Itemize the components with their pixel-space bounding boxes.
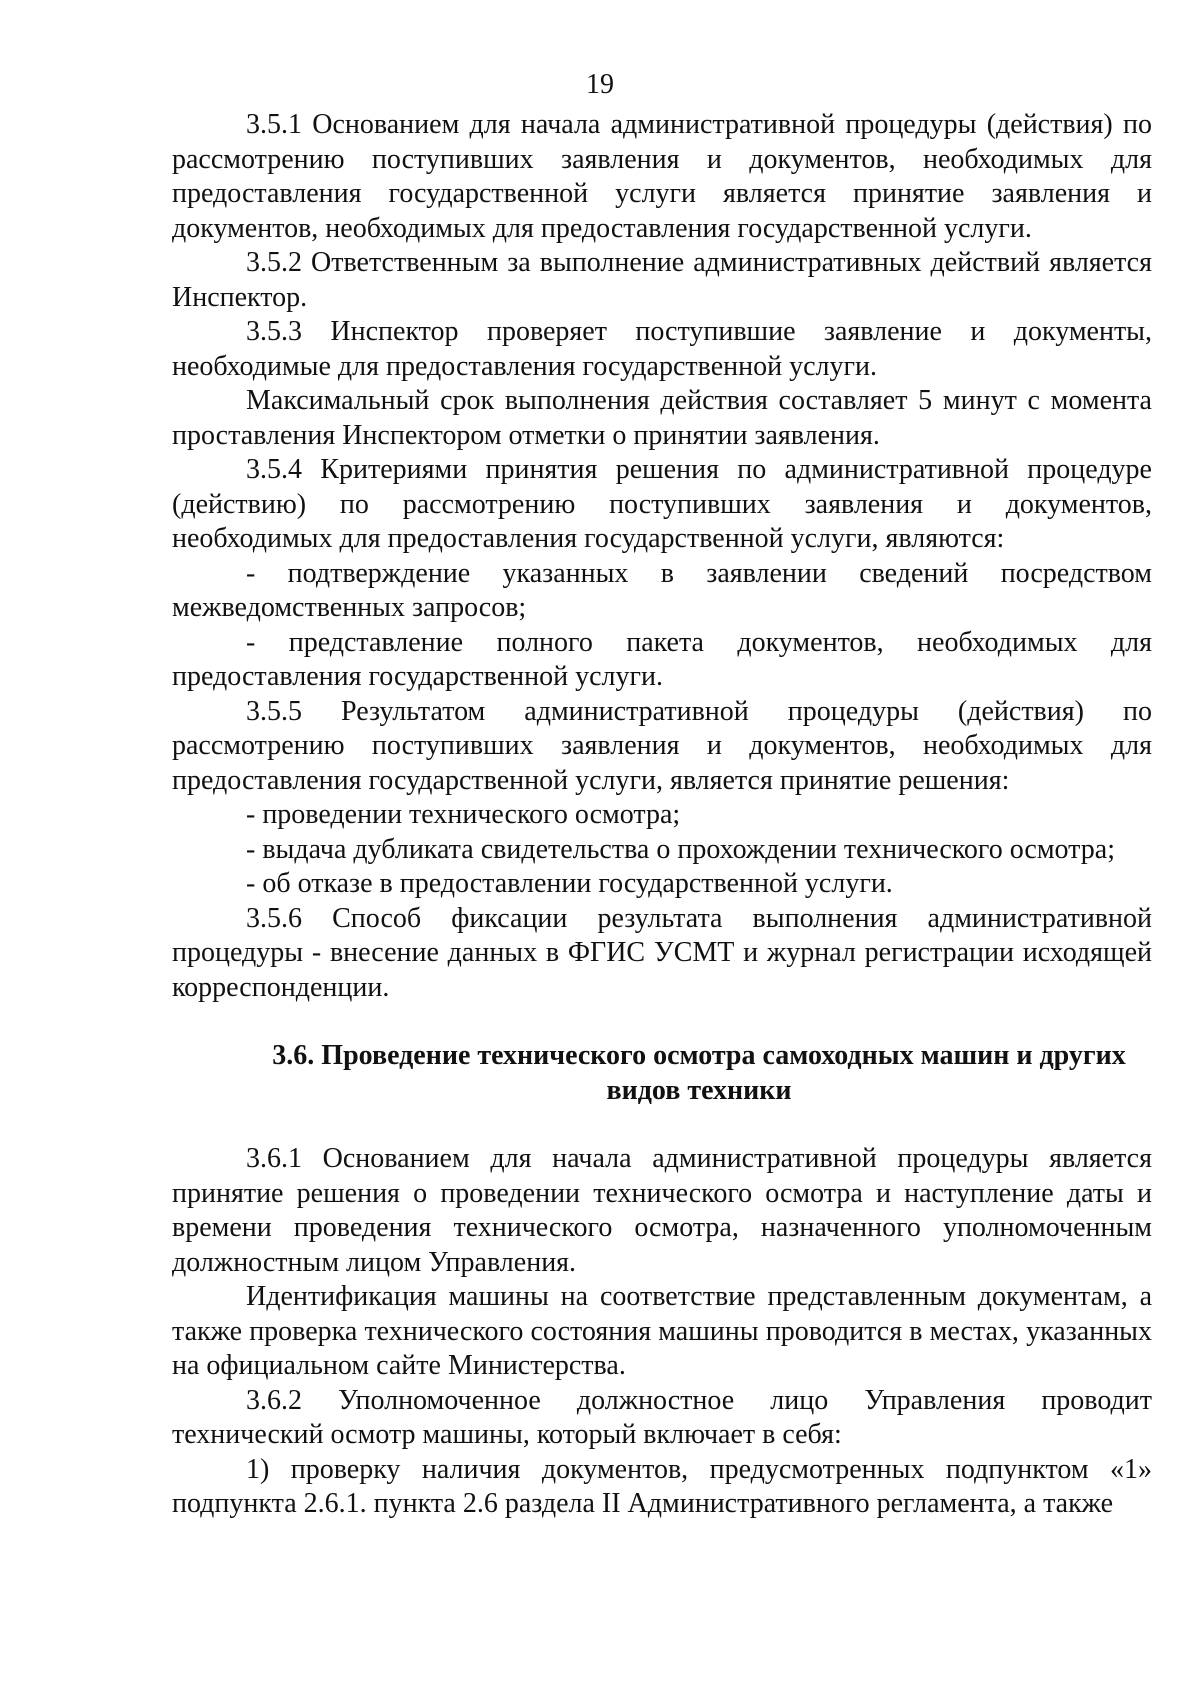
paragraph-3-5-2: 3.5.2 Ответственным за выполнение административных действий является Инспектор. [172,247,1152,313]
paragraph-3-6-2: 3.6.2 Уполномоченное должностное лицо Управления проводит технический осмотр машины, который включает в себя: [172,1384,1152,1450]
list-item-result-1: - проведении технического осмотра; [246,799,681,830]
paragraph-3-5-5: 3.5.5 Результатом административной процедуры (действия) по рассмотрению поступивших заявления и документов, необходимых для предоставления государственной услуги, является принятие решения: [172,695,1152,796]
list-item-criteria-2: - представление полного пакета документов, необходимых для предоставления государственной услуги. [172,626,1152,692]
paragraph-3-6-1: 3.6.1 Основанием для начала административной процедуры является принятие решения о проведении технического осмотра и наступление даты и времени проведения технического осмотра, назначенного уполномоченным должностным лицом Управления. [172,1143,1152,1278]
list-item-result-3: - об отказе в предоставлении государственной услуги. [246,868,893,899]
paragraph-identification: Идентификация машины на соответствие представленным документам, а также проверка технического состояния машины проводится в местах, указанных на официальном сайте Министерства. [172,1281,1152,1381]
paragraph-3-5-1: 3.5.1 Основанием для начала административной процедуры (действия) по рассмотрению поступивших заявления и документов, необходимых для предоставления государственной услуги является принятие заявления и документов, необходимых для предоставления государственной услуги. [172,109,1152,244]
section-heading-3-6: 3.6. Проведение технического осмотра самоходных машин и других видов техники [272,1040,1126,1106]
list-item-result-2: - выдача дубликата свидетельства о прохождении технического осмотра; [246,833,1115,865]
list-item-criteria-1: - подтверждение указанных в заявлении сведений посредством межведомственных запросов; [172,557,1152,623]
paragraph-3-5-3: 3.5.3 Инспектор проверяет поступившие заявление и документы, необходимые для предоставления государственной услуги. [172,316,1152,382]
document-body [172,108,1152,1522]
paragraph-3-5-6: 3.5.6 Способ фиксации результата выполнения административной процедуры - внесение данных в ФГИС УСМТ и журнал регистрации исходящей корреспонденции. [172,902,1152,1003]
spacer [172,1005,1152,1039]
list-item-check-1: 1) проверку наличия документов, предусмотренных подпунктом «1» подпункта 2.6.1. пункта 2.6 раздела II Административного регламента, а также [172,1453,1152,1519]
paragraph-3-5-4: 3.5.4 Критериями принятия решения по административной процедуре (действию) по рассмотрению поступивших заявления и документов, необходимых для предоставления государственной услуги, являются: [172,454,1152,554]
page-number: 19 [586,69,614,100]
paragraph-max-time: Максимальный срок выполнения действия составляет 5 минут с момента проставления Инспектором отметки о принятии заявления. [172,385,1152,451]
spacer [172,1108,1152,1142]
